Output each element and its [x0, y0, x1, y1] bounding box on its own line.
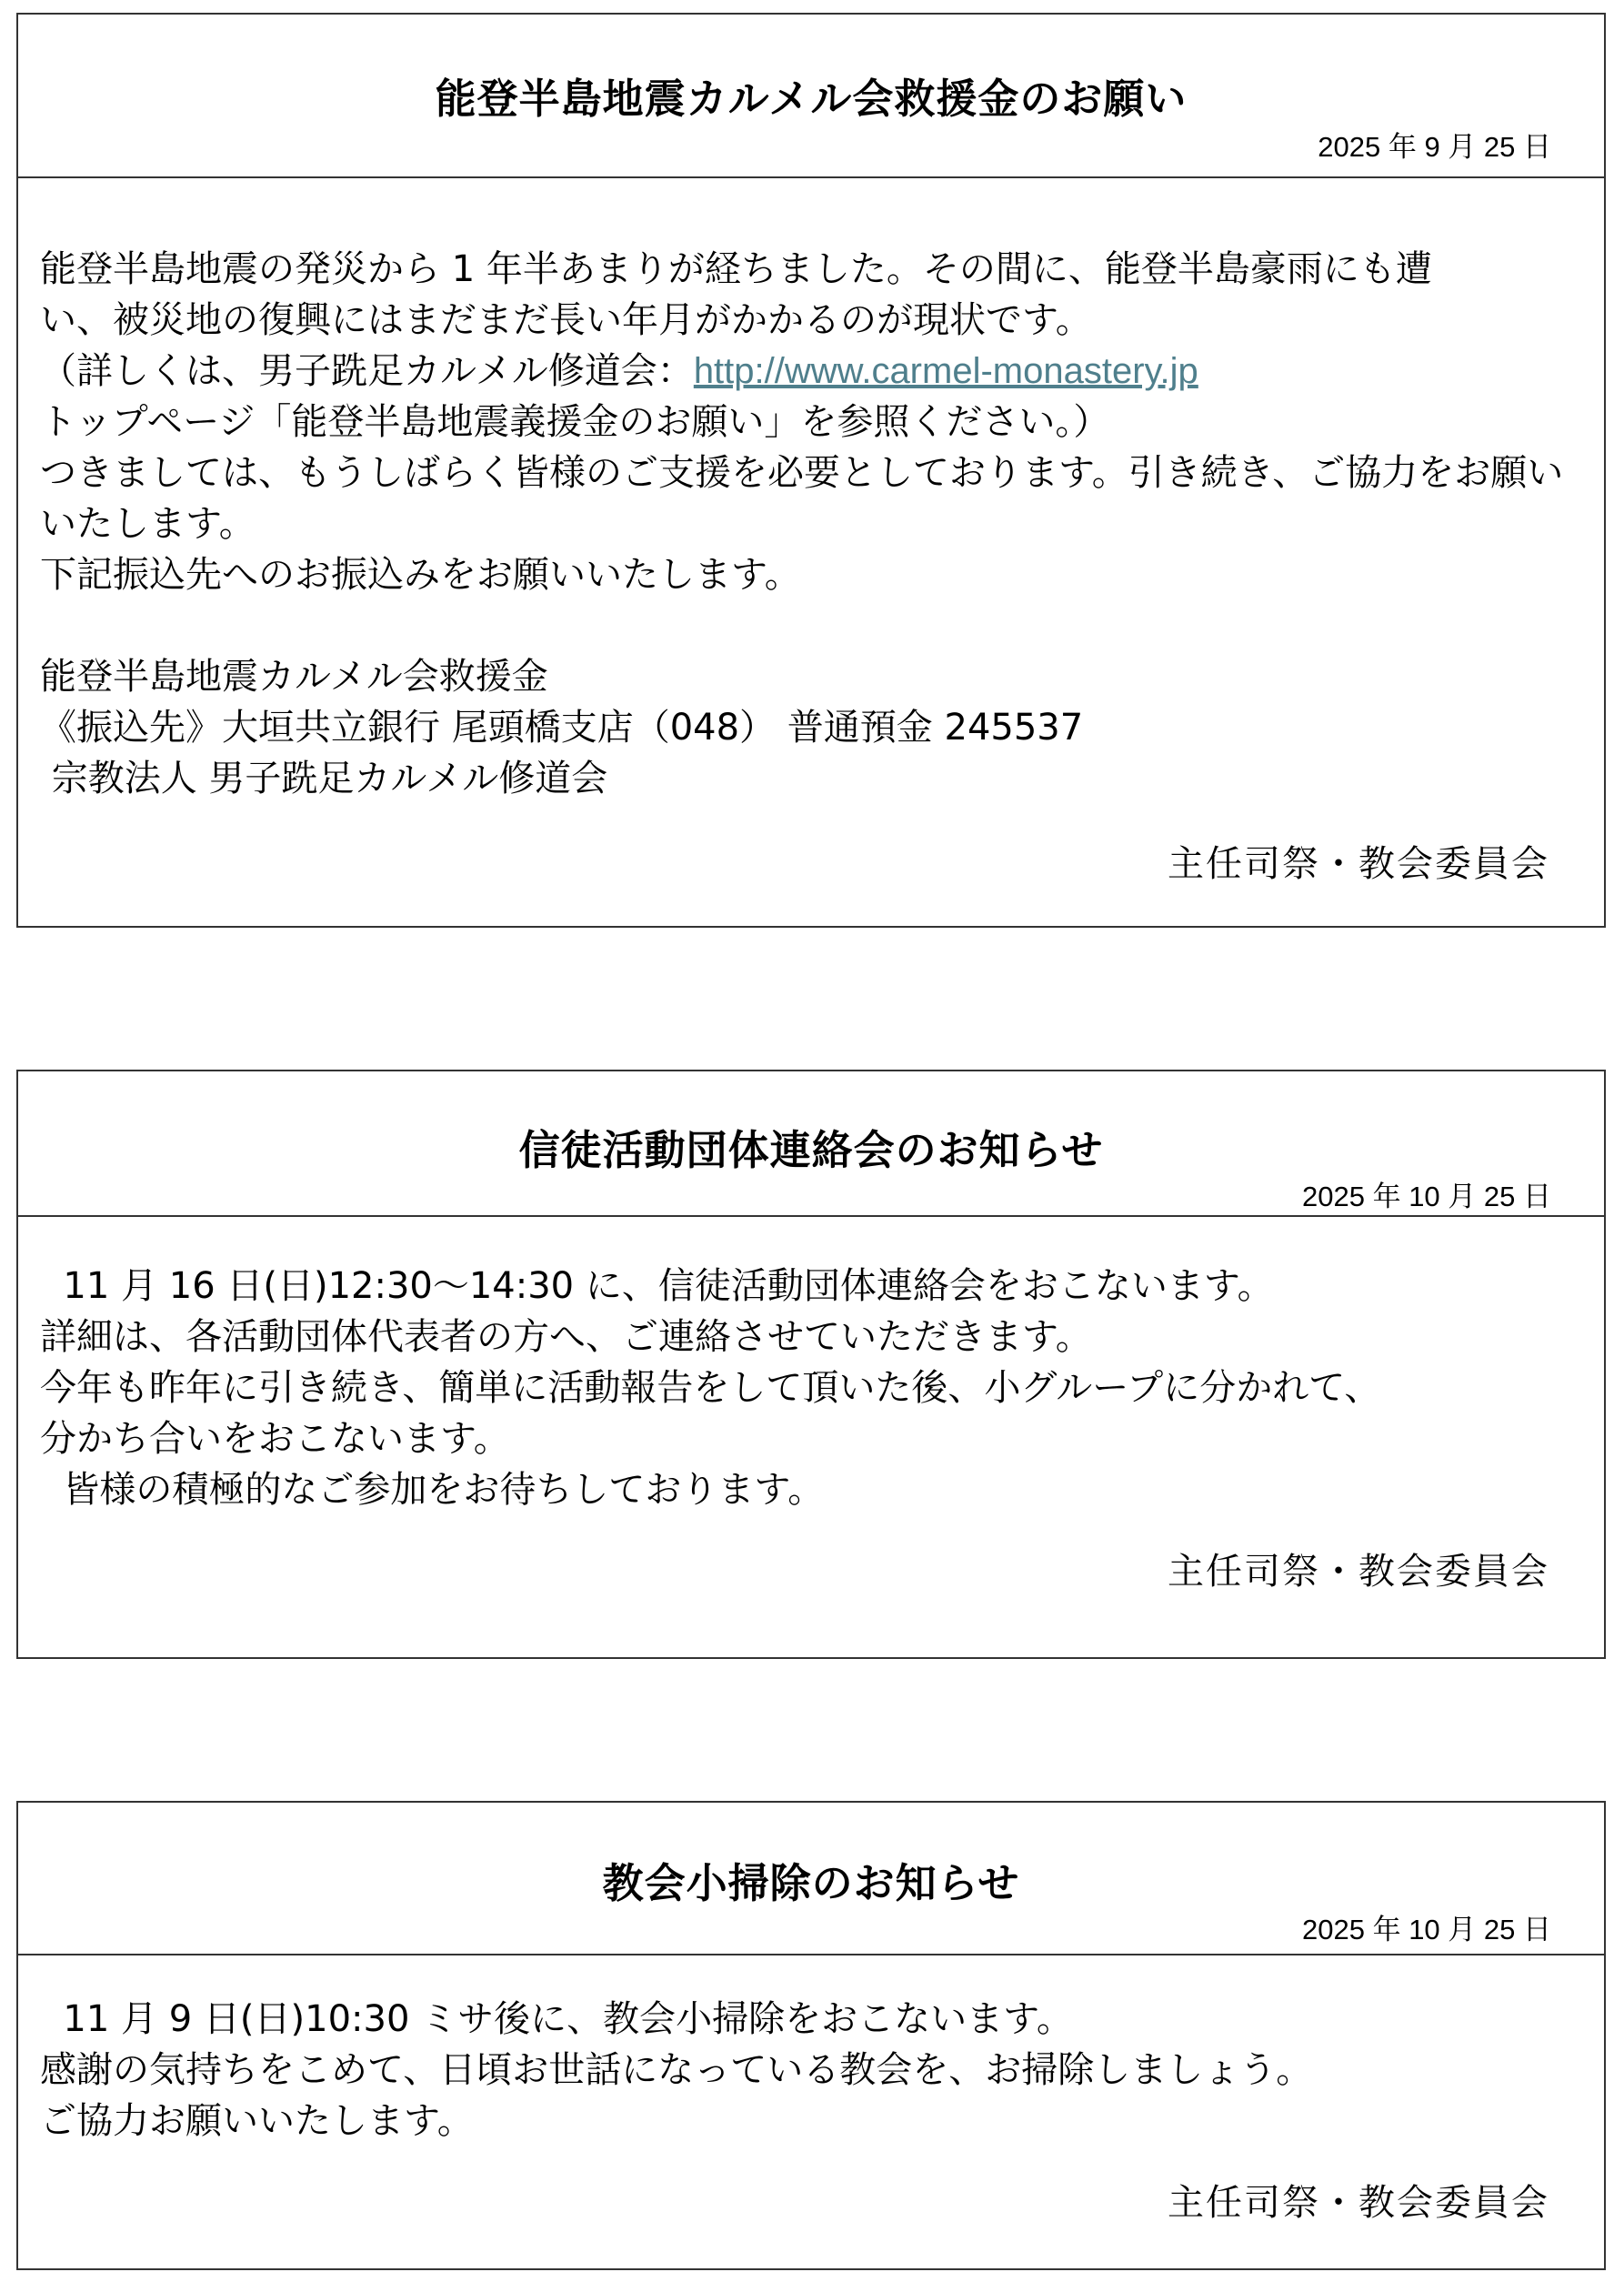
account-holder: 宗教法人 男子跣足カルメル修道会: [40, 758, 608, 799]
notice-body: [18, 1217, 1604, 1515]
notice-date: 2025 年 9 月 25 日: [1318, 131, 1551, 163]
body-line: いたします。: [40, 503, 256, 545]
notice-relief-fund: [16, 13, 1606, 928]
body-line: ご協力お願いいたします。: [40, 2100, 474, 2142]
body-line: 詳細は、各活動団体代表者の方へ、ご連絡させていただきます。: [40, 1316, 1092, 1358]
notice-title: 信徒活動団体連絡会のお知らせ: [518, 1126, 1104, 1174]
notice-title: 能登半島地震カルメル会救援金のお願い: [435, 75, 1188, 123]
notice-title: 教会小掃除のお知らせ: [602, 1859, 1020, 1907]
body-line: い、被災地の復興にはまだまだ長い年月がかかるのが現状です。: [40, 299, 1092, 341]
body-line: 下記振込先へのお振込みをお願いいたします。: [40, 554, 801, 596]
carmel-monastery-link[interactable]: http://www.carmel-monastery.jp: [693, 351, 1198, 391]
notice-signature: 主任司祭・教会委員会: [1168, 2182, 1549, 2224]
notice-date: 2025 年 10 月 25 日: [1302, 1914, 1551, 1945]
notice-signature: 主任司祭・教会委員会: [1168, 1551, 1549, 1593]
body-line: トップページ「能登半島地震義援金のお願い」を参照ください。）: [40, 401, 1110, 443]
body-line: 能登半島地震の発災から 1 年半あまりが経ちました。その間に、能登半島豪雨にも遭: [40, 248, 1432, 290]
body-line: 11 月 16 日(日)12:30～14:30 に、信徒活動団体連絡会をおこないます。: [40, 1265, 1274, 1307]
body-line-with-link: [40, 346, 1604, 397]
notice-signature: 主任司祭・教会委員会: [1168, 843, 1549, 885]
notice-church-cleaning: [16, 1801, 1606, 2270]
notice-liaison-meeting: [16, 1070, 1606, 1659]
notice-header: [18, 1803, 1604, 1955]
body-line: 今年も昨年に引き続き、簡単に活動報告をして頂いた後、小グループに分かれて、: [40, 1367, 1381, 1409]
body-line: 感謝の気持ちをこめて、日頃お世話になっている教会を、お掃除しましょう。: [40, 2049, 1313, 2091]
spacer: [40, 600, 1604, 651]
notice-header: [18, 1071, 1604, 1217]
fund-name: 能登半島地震カルメル会救援金: [40, 656, 548, 698]
notice-body: [18, 1955, 1604, 2146]
body-line: 皆様の積極的なご参加をお待ちしております。: [40, 1469, 825, 1511]
body-line: つきましては、もうしばらく皆様のご支援を必要としております。引き続き、ご協力をお願い: [40, 452, 1564, 494]
body-line: 分かち合いをおこないます。: [40, 1418, 510, 1460]
notice-header: [18, 15, 1604, 178]
body-line: 11 月 9 日(日)10:30 ミサ後に、教会小掃除をおこないます。: [40, 1998, 1073, 2040]
notice-date: 2025 年 10 月 25 日: [1302, 1181, 1551, 1212]
bank-account: 《振込先》大垣共立銀行 尾頭橋支店（048） 普通預金 245537: [40, 707, 1084, 749]
notice-body: [18, 178, 1604, 804]
link-prefix: （詳しくは、男子跣足カルメル修道会：: [40, 350, 694, 392]
